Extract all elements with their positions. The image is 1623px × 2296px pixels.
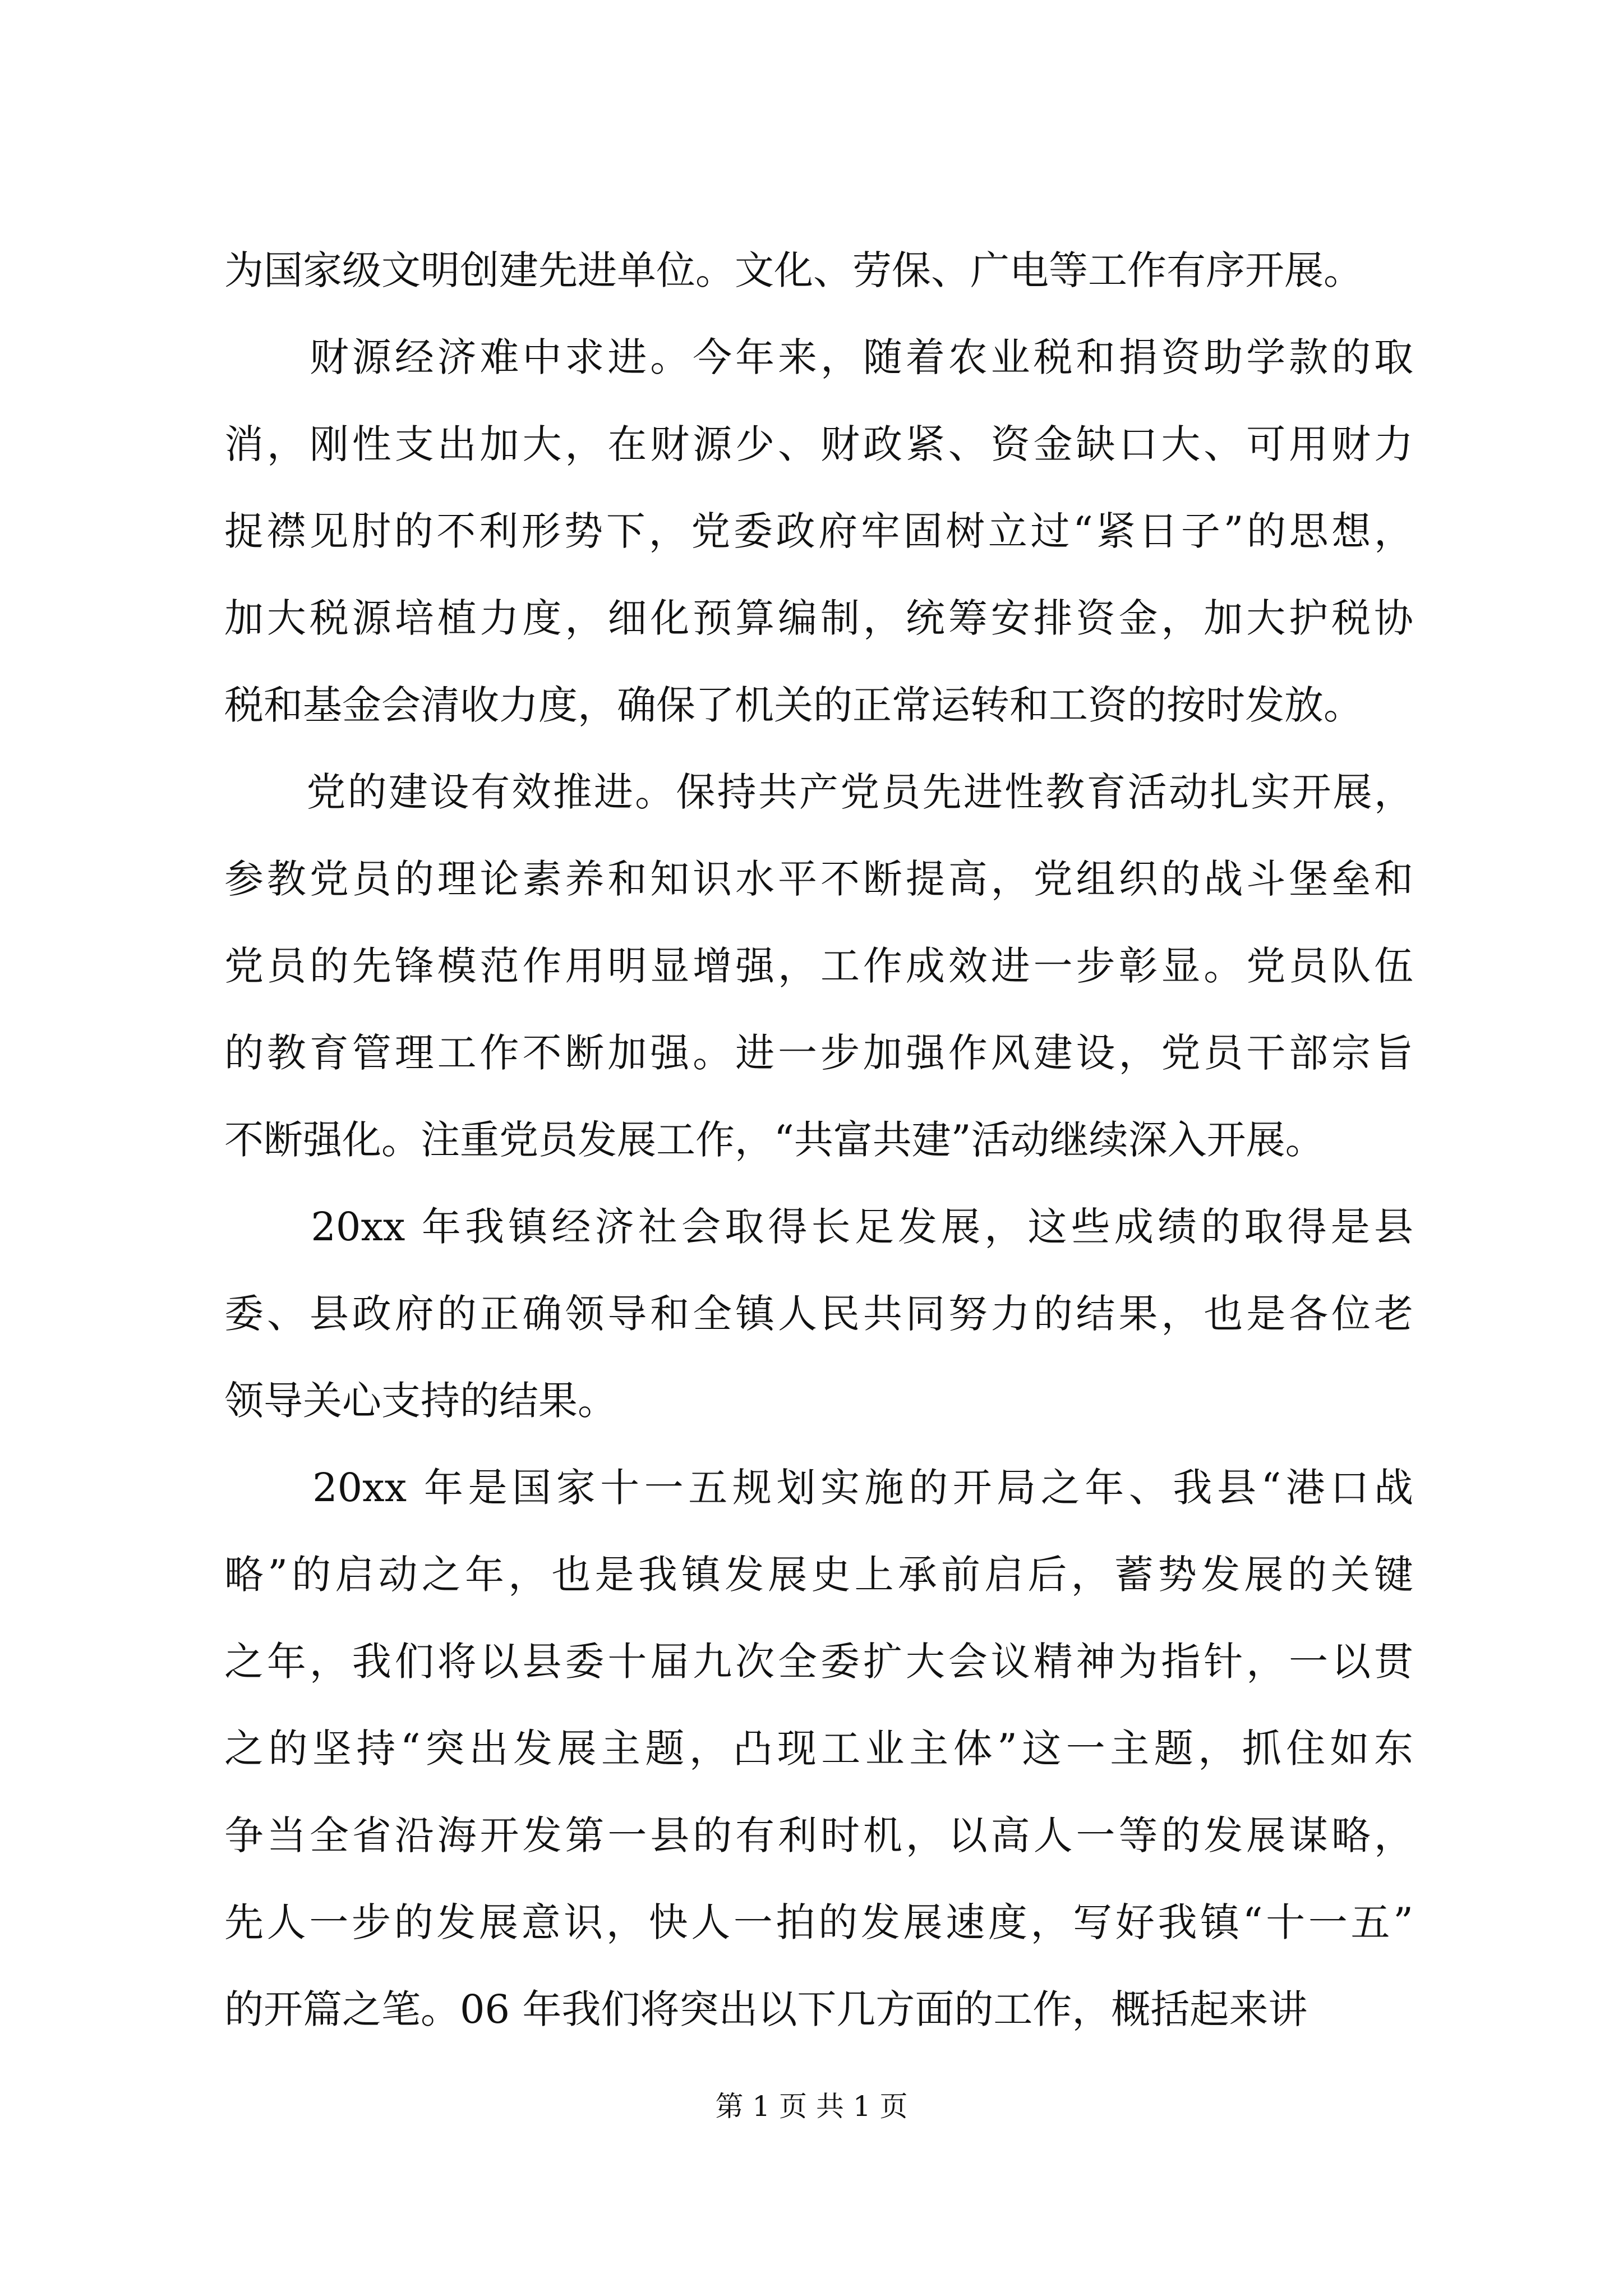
page-number-label: 第 1 页 共 1 页 <box>715 2090 908 2123</box>
text-line: 略”的启动之年，也是我镇发展史上承前启后，蓄势发展的关键 <box>224 1552 1413 1598</box>
text-line: 为国家级文明创建先进单位。文化、劳保、广电等工作有序开展。 <box>224 247 1363 293</box>
text-line: 不断强化。注重党员发展工作，“共富共建”活动继续深入开展。 <box>224 1117 1325 1163</box>
text-line: 之年，我们将以县委十届九次全委扩大会议精神为指针，一以贯 <box>224 1639 1413 1685</box>
text-line: 的开篇之笔。06 年我们将突出以下几方面的工作，概括起来讲 <box>224 1986 1308 2032</box>
text-line: 争当全省沿海开发第一县的有利时机，以高人一等的发展谋略， <box>224 1812 1413 1858</box>
paragraph-3 <box>224 749 1413 1184</box>
text-line: 财源经济难中求进。今年来，随着农业税和捐资助学款的取 <box>224 334 1413 380</box>
text-line: 20xx 年我镇经济社会取得长足发展，这些成绩的取得是县 <box>224 1204 1413 1250</box>
text-line: 加大税源培植力度，细化预算编制，统筹安排资金，加大护税协 <box>224 595 1413 641</box>
text-line: 党员的先锋模范作用明显增强，工作成效进一步彰显。党员队伍 <box>224 943 1413 989</box>
paragraph-1 <box>224 227 1413 314</box>
text-line: 先人一步的发展意识，快人一拍的发展速度，写好我镇“十一五” <box>224 1899 1413 1945</box>
document-body <box>224 227 1413 2053</box>
text-line: 领导关心支持的结果。 <box>224 1378 617 1424</box>
text-line: 委、县政府的正确领导和全镇人民共同努力的结果，也是各位老 <box>224 1291 1413 1337</box>
text-line: 参教党员的理论素养和知识水平不断提高，党组织的战斗堡垒和 <box>224 856 1413 902</box>
text-line: 消，刚性支出加大，在财源少、财政紧、资金缺口大、可用财力 <box>224 421 1413 467</box>
text-line: 党的建设有效推进。保持共产党员先进性教育活动扎实开展， <box>224 769 1413 815</box>
text-line: 20xx 年是国家十一五规划实施的开局之年、我县“港口战 <box>224 1465 1413 1511</box>
text-line: 捉襟见肘的不利形势下，党委政府牢固树立过“紧日子”的思想， <box>224 508 1413 554</box>
page-footer <box>0 2084 1623 2124</box>
text-line: 之的坚持“突出发展主题，凸现工业主体”这一主题，抓住如东 <box>224 1726 1413 1772</box>
paragraph-4 <box>224 1184 1413 1444</box>
paragraph-2 <box>224 314 1413 749</box>
paragraph-5 <box>224 1444 1413 2053</box>
text-line: 税和基金会清收力度，确保了机关的正常运转和工资的按时发放。 <box>224 682 1363 728</box>
text-line: 的教育管理工作不断加强。进一步加强作风建设，党员干部宗旨 <box>224 1030 1413 1076</box>
